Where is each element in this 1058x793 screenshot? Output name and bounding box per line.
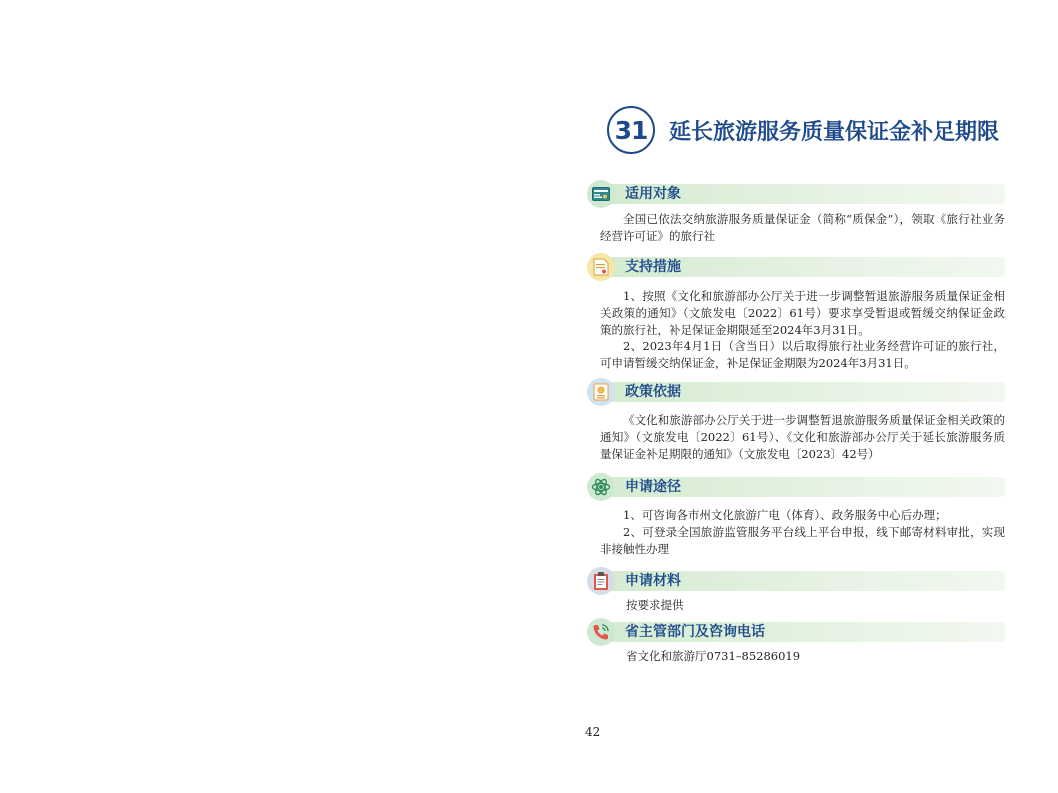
section-paragraph: 按要求提供 bbox=[626, 598, 684, 612]
section-heading: 支持措施 bbox=[625, 259, 681, 275]
id-card-icon bbox=[587, 180, 615, 208]
section-heading: 省主管部门及咨询电话 bbox=[625, 624, 765, 640]
section-paragraph: 省文化和旅游厅0731–85286019 bbox=[626, 649, 801, 663]
phone-icon bbox=[587, 618, 615, 646]
section-number-badge: 31 bbox=[607, 106, 655, 154]
atom-icon bbox=[587, 473, 615, 501]
document-icon bbox=[587, 253, 615, 281]
section-paragraph: 《文化和旅游部办公厅关于进一步调整暂退旅游服务质量保证金相关政策的通知》（文旅发电〔2022〕61号）、《文化和旅游部办公厅关于延长旅游服务质量保证金补足期限的通知》（文旅发电〔2023〕42号） bbox=[600, 413, 1005, 461]
section-header-measures bbox=[587, 253, 1005, 281]
section-header-channel bbox=[587, 473, 1005, 501]
certificate-icon bbox=[587, 378, 615, 406]
section-heading: 政策依据 bbox=[625, 384, 681, 400]
title-block bbox=[607, 106, 999, 154]
section-header-target bbox=[587, 180, 1005, 208]
section-header-materials bbox=[587, 567, 1005, 595]
section-heading: 申请材料 bbox=[625, 573, 681, 589]
section-paragraph: 1、按照《文化和旅游部办公厅关于进一步调整暂退旅游服务质量保证金相关政策的通知》（文旅发电〔2022〕61号）要求享受暂退或暂缓交纳保证金政策的旅行社，补足保证金期限延至2024年3月31日。 bbox=[600, 289, 1005, 337]
page-number: 42 bbox=[585, 725, 601, 739]
section-header-basis bbox=[587, 378, 1005, 406]
clipboard-icon bbox=[587, 567, 615, 595]
page-title: 延长旅游服务质量保证金补足期限 bbox=[669, 119, 1000, 145]
section-paragraph: 1、可咨询各市州文化旅游广电（体育）、政务服务中心后办理； bbox=[623, 508, 947, 522]
section-paragraph: 2、可登录全国旅游监管服务平台线上平台申报，线下邮寄材料审批，实现非接触性办理 bbox=[600, 525, 1005, 556]
section-heading: 申请途径 bbox=[625, 479, 681, 495]
section-paragraph: 2、2023年4月1日（含当日）以后取得旅行社业务经营许可证的旅行社，可申请暂缓交纳保证金，补足保证金期限为2024年3月31日。 bbox=[600, 339, 1005, 370]
section-header-contact bbox=[587, 618, 1005, 646]
section-paragraph: 全国已依法交纳旅游服务质量保证金（简称“质保金”），领取《旅行社业务经营许可证》的旅行社 bbox=[600, 212, 1005, 243]
section-heading: 适用对象 bbox=[625, 186, 681, 202]
